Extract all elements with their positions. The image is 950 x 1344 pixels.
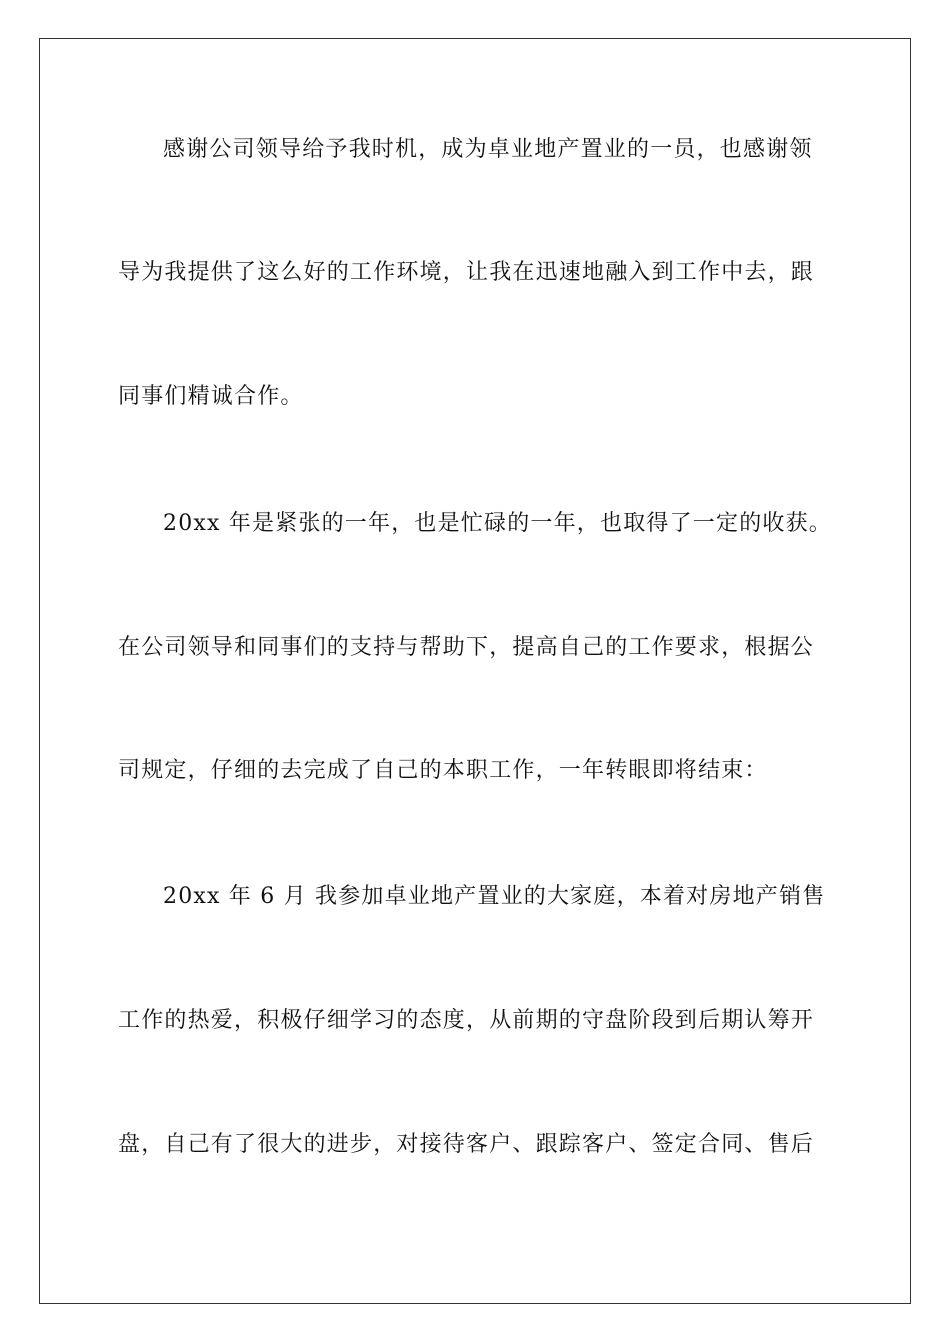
- paragraph-2-line-2: 在公司领导和同事们的支持与帮助下，提高自己的工作要求，根据公: [118, 635, 815, 660]
- paragraph-1-line-2: 导为我提供了这么好的工作环境，让我在迅速地融入到工作中去，跟: [118, 260, 815, 285]
- page-frame: [39, 38, 911, 1304]
- paragraph-2-line-3: 司规定，仔细的去完成了自己的本职工作，一年转眼即将结束：: [118, 758, 768, 783]
- paragraph-1-line-3: 同事们精诚合作。: [118, 384, 304, 409]
- paragraph-3-line-1: 20xx 年 6 月 我参加卓业地产置业的大家庭，本着对房地产销售: [163, 884, 826, 909]
- paragraph-3-line-3: 盘，自己有了很大的进步，对接待客户、跟踪客户、签定合同、售后: [118, 1132, 815, 1157]
- paragraph-1-line-1: 感谢公司领导给予我时机，成为卓业地产置业的一员，也感谢领: [163, 137, 813, 162]
- paragraph-3-line-2: 工作的热爱，积极仔细学习的态度，从前期的守盘阶段到后期认筹开: [118, 1008, 815, 1033]
- paragraph-2-line-1: 20xx 年是紧张的一年，也是忙碌的一年，也取得了一定的收获。: [163, 511, 833, 536]
